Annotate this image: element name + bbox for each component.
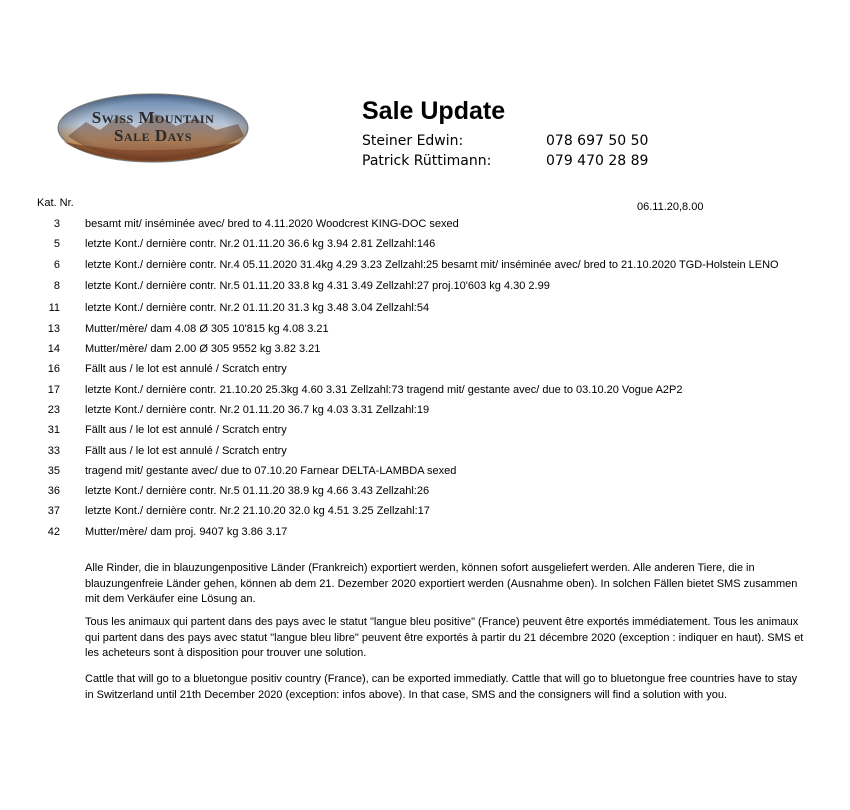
lot-update-text: letzte Kont./ dernière contr. Nr.2 01.11.20 31.3 kg 3.48 3.04 Zellzahl:54 xyxy=(85,302,430,314)
logo-text-line1: Swiss Mountain xyxy=(91,108,215,127)
contact-phone-2: 079 470 28 89 xyxy=(546,153,649,169)
lot-update-text: letzte Kont./ dernière contr. Nr.2 01.11.20 36.6 kg 3.94 2.81 Zellzahl:146 xyxy=(85,238,436,250)
lot-update-text: Fällt aus / le lot est annulé / Scratch entry xyxy=(85,445,287,457)
contact-name-2: Patrick Rüttimann: xyxy=(362,153,492,169)
lot-update-text: Mutter/mère/ dam 2.00 Ø 305 9552 kg 3.82 3.21 xyxy=(85,343,321,355)
lot-number: 6 xyxy=(53,259,60,271)
lot-number: 23 xyxy=(47,404,60,416)
lot-number: 31 xyxy=(47,424,60,436)
logo-text-line2: Sale Days xyxy=(113,126,193,145)
lot-update-text: Mutter/mère/ dam 4.08 Ø 305 10'815 kg 4.08 3.21 xyxy=(85,323,329,335)
lot-number: 16 xyxy=(47,363,60,375)
note-french: Tous les animaux qui partent dans des pays avec le statut "langue bleu positive" (France) peuvent être exportés immédiatement. Tous les animaux qui partent dans des pays avec statut "langue bleu libre" peuvent être exportés à partir du 21 décembre 2020 (exception : indiquer en haut). SMS et les acheteurs sont à disposition pour trouver une solution. xyxy=(85,616,804,659)
lot-number: 13 xyxy=(47,323,60,335)
lot-update-text: letzte Kont./ dernière contr. 21.10.20 25.3kg 4.60 3.31 Zellzahl:73 tragend mit/ gestante avec/ due to 03.10.20 Vogue A2P2 xyxy=(85,384,683,396)
lot-number: 8 xyxy=(53,280,60,292)
lot-number: 42 xyxy=(47,526,60,538)
contact-phone-1: 078 697 50 50 xyxy=(546,133,649,149)
note-german: Alle Rinder, die in blauzungenpositive Länder (Frankreich) exportiert werden, können sofort ausgeliefert werden. Alle anderen Tiere, die in blauzungenfreie Länder gehen, können ab dem 21. Dezember 2020 exportiert werden (Ausnahme oben). In solchen Fällen bietet SMS zusammen mit dem Verkäufer eine Lösung an. xyxy=(85,562,798,605)
lot-update-text: besamt mit/ inséminée avec/ bred to 4.11.2020 Woodcrest KING-DOC sexed xyxy=(85,218,459,230)
lot-number: 36 xyxy=(47,485,60,497)
page-title: Sale Update xyxy=(362,97,506,125)
note-english: Cattle that will go to a bluetongue positiv country (France), can be exported immediatly. Cattle that will go to bluetongue free countries have to stay in Switzerland until 21th December 2020 (exception: infos above). In that case, SMS and the consigners will find a solution with you. xyxy=(85,673,798,701)
lot-update-text: letzte Kont./ dernière contr. Nr.4 05.11.2020 31.4kg 4.29 3.23 Zellzahl:25 besamt mit/ inséminée avec/ bred to 21.10.2020 TGD-Holstein LENO xyxy=(85,259,779,271)
contact-name-1: Steiner Edwin: xyxy=(362,133,464,149)
lot-update-text: Mutter/mère/ dam proj. 9407 kg 3.86 3.17 xyxy=(85,526,288,538)
swiss-mountain-sale-days-logo xyxy=(56,92,250,164)
lot-number: 17 xyxy=(47,384,60,396)
lot-number: 5 xyxy=(53,238,60,250)
lot-number: 14 xyxy=(47,343,60,355)
lot-update-text: letzte Kont./ dernière contr. Nr.5 01.11.20 38.9 kg 4.66 3.43 Zellzahl:26 xyxy=(85,485,430,497)
lot-number: 33 xyxy=(47,445,60,457)
lot-update-text: tragend mit/ gestante avec/ due to 07.10.20 Farnear DELTA-LAMBDA sexed xyxy=(85,465,457,477)
update-date: 06.11.20,8.00 xyxy=(637,201,704,213)
lot-update-text: letzte Kont./ dernière contr. Nr.5 01.11.20 33.8 kg 4.31 3.49 Zellzahl:27 proj.10'603 kg 4.30 2.99 xyxy=(85,280,550,292)
lot-update-text: Fällt aus / le lot est annulé / Scratch entry xyxy=(85,424,287,436)
lot-update-text: letzte Kont./ dernière contr. Nr.2 01.11.20 36.7 kg 4.03 3.31 Zellzahl:19 xyxy=(85,404,430,416)
lot-number: 37 xyxy=(47,505,60,517)
lot-number: 11 xyxy=(48,302,60,314)
lot-update-text: Fällt aus / le lot est annulé / Scratch entry xyxy=(85,363,287,375)
lot-number: 3 xyxy=(53,218,60,230)
lot-number: 35 xyxy=(47,465,60,477)
lot-update-text: letzte Kont./ dernière contr. Nr.2 21.10.20 32.0 kg 4.51 3.25 Zellzahl:17 xyxy=(85,505,430,517)
column-label-kat-nr: Kat. Nr. xyxy=(37,197,74,209)
